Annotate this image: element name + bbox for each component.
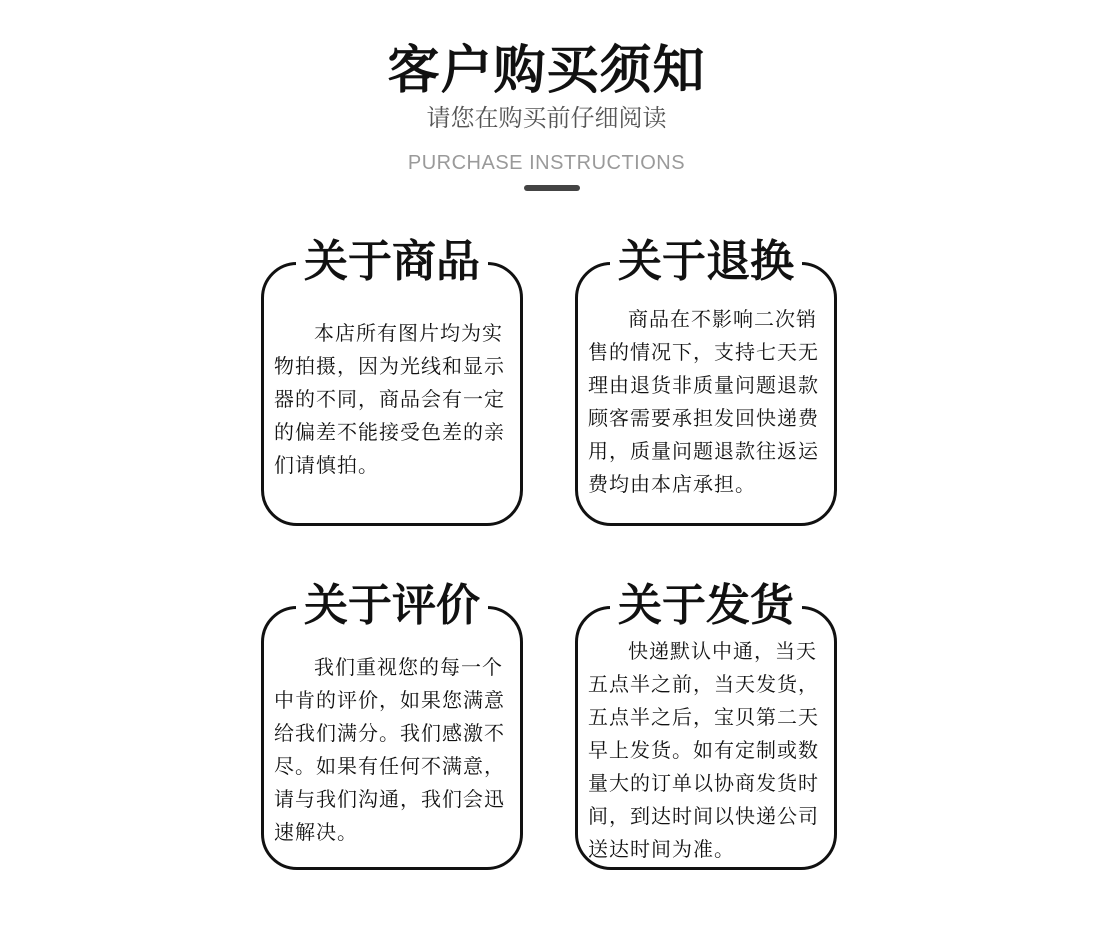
card-about-reviews xyxy=(261,580,523,870)
card-title: 关于发货 xyxy=(610,581,802,631)
card-body: 商品在不影响二次销售的情况下，支持七天无理由退货非质量问题退款顾客需要承担发回快递费用，质量问题退款往返运费均由本店承担。 xyxy=(588,307,819,496)
card-about-product xyxy=(261,236,523,526)
card-body: 快递默认中通，当天五点半之前，当天发货，五点半之后，宝贝第二天早上发货。如有定制或数量大的订单以协商发货时间，到达时间以快递公司送达时间为准。 xyxy=(588,639,819,861)
card-body: 我们重视您的每一个中肯的评价，如果您满意给我们满分。我们感激不尽。如果有任何不满意，请与我们沟通，我们会迅速解决。 xyxy=(274,655,505,844)
card-title: 关于退换 xyxy=(610,237,802,287)
card-body: 本店所有图片均为实物拍摄，因为光线和显示器的不同，商品会有一定的偏差不能接受色差的亲们请慎拍。 xyxy=(274,321,505,477)
card-about-returns xyxy=(575,236,837,526)
header-divider xyxy=(524,185,580,191)
english-subtitle: PURCHASE INSTRUCTIONS xyxy=(407,152,686,174)
page-subtitle: 请您在购买前仔细阅读 xyxy=(426,104,667,132)
card-title: 关于评价 xyxy=(296,581,488,631)
card-title: 关于商品 xyxy=(296,237,488,287)
page-title: 客户购买须知 xyxy=(387,41,706,101)
card-about-shipping xyxy=(575,580,837,870)
